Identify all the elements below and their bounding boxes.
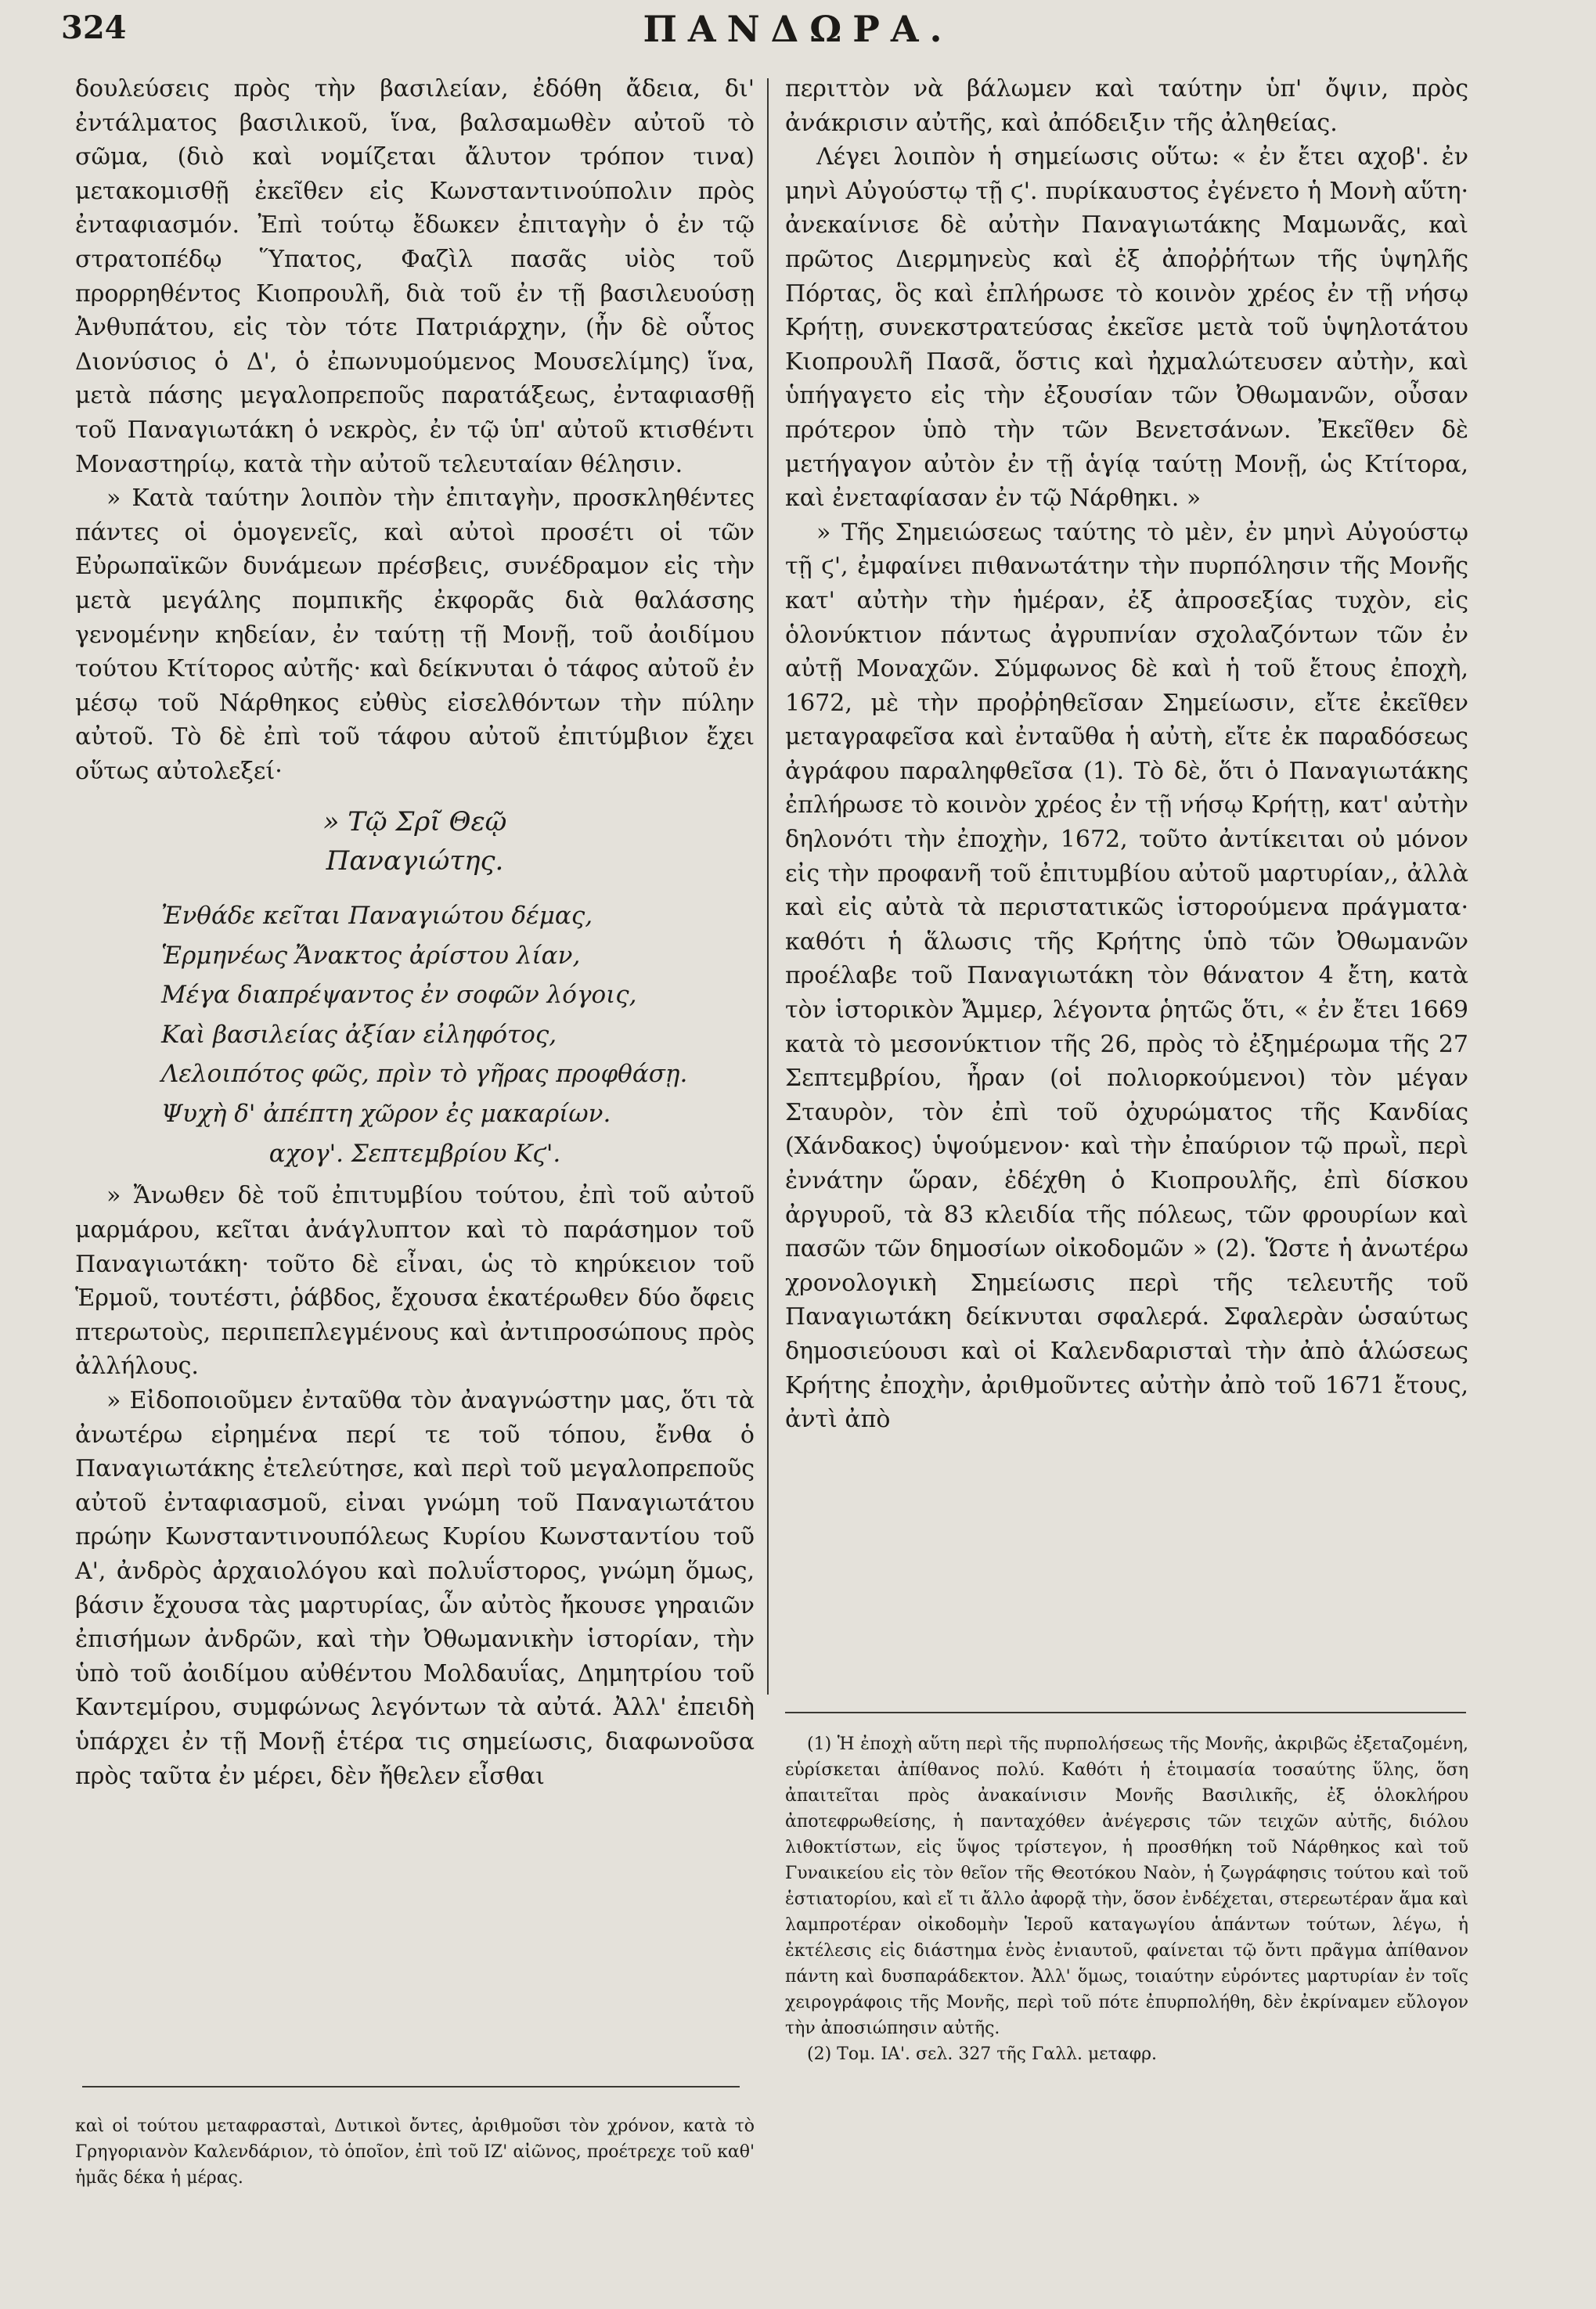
poem-line: Ἐνθάδε κεῖται Παναγιώτου δέμας, <box>161 902 593 931</box>
poem-line: Καὶ βασιλείας ἀξίαν εἰληφότος, <box>161 1020 557 1049</box>
footnote: καὶ οἱ τούτου μεταφρασταὶ, Δυτικοὶ ὄντες, ἀριθμοῦσι τὸν χρόνον, κατὰ τὸ Γρηγοριανὸν Καλενδάριον, τὸ ὁποῖον, ἐπὶ τοῦ ΙΖ' αἰῶνος, προέτρεχε τοῦ καθ' ἡμᾶς δέκα ἡ μέρας. <box>75 2116 755 2188</box>
footnotes-right <box>785 1731 1468 2067</box>
paragraph: περιττὸν νὰ βάλωμεν καὶ ταύτην ὑπ' ὄψιν, πρὸς ἀνάκρισιν αὐτῆς, καὶ ἀπόδειξιν τῆς ἀληθείας. <box>785 75 1468 137</box>
epitaph-name: Παναγιώτης. <box>326 845 504 877</box>
paragraph: δουλεύσεις πρὸς τὴν βασιλείαν, ἐδόθη ἄδεια, δι' ἐντάλματος βασιλικοῦ, ἵνα, βαλσαμωθὲν αὐτοῦ τὸ σῶμα, (διὸ καὶ νομίζεται ἄλυτον τρόπον τινα) μετακομισθῇ ἐκεῖθεν εἰς Κωνσταντινούπολιν πρὸς ἐνταφιασμόν. Ἐπὶ τούτῳ ἔδωκεν ἐπιταγὴν ὁ ἐν τῷ στρατοπέδῳ Ὕπατος, Φαζὶλ πασᾶς υἱὸς τοῦ προρρηθέντος Κιοπρουλῆ, διὰ τοῦ ἐν τῇ βασιλευούσῃ Ἀνθυπάτου, εἰς τὸν τότε Πατριάρχην, (ἦν δὲ οὗτος Διονύσιος ὁ Δ', ὁ ἐπωνυμούμενος Μουσελίμης) ἵνα, μετὰ πάσης μεγαλοπρεποῦς παρατάξεως, ἐνταφιασθῇ τοῦ Παναγιωτάκη ὁ νεκρὸς, ἐν τῷ ὑπ' αὐτοῦ κτισθέντι Μοναστηρίῳ, κατὰ τὴν αὐτοῦ τελευταίαν θέλησιν. <box>75 75 755 478</box>
poem-line: Λελοιπότος φῶς, πρὶν τὸ γῆρας προφθάσῃ. <box>161 1060 688 1089</box>
poem-line: Ψυχὴ δ' ἀπέπτη χῶρον ἐς μακαρίων. <box>161 1099 611 1128</box>
paragraph: » Ἄνωθεν δὲ τοῦ ἐπιτυμβίου τούτου, ἐπὶ τοῦ αὐτοῦ μαρμάρου, κεῖται ἀνάγλυπτον καὶ τὸ παράσημον τοῦ Παναγιωτάκη· τοῦτο δὲ εἶναι, ὡς τὸ κηρύκειον τοῦ Ἑρμοῦ, τουτέστι, ῥάβδος, ἔχουσα ἑκατέρωθεν δύο ὄφεις πτερωτοὺς, περιπεπλεγμένους καὶ ἀντιπροσώπους πρὸς ἀλλήλους. <box>75 1182 755 1381</box>
poem-line: Ἑρμηνέως Ἄνακτος ἀρίστου λίαν, <box>161 941 581 970</box>
poem-line: Μέγα διαπρέψαντος ἐν σοφῶν λόγοις, <box>161 981 637 1010</box>
page-number: 324 <box>61 9 127 46</box>
footnote-divider <box>785 1712 1466 1713</box>
paragraph: » Εἰδοποιοῦμεν ἐνταῦθα τὸν ἀναγνώστην μας, ὅτι τὰ ἀνωτέρω εἰρημένα περί τε τοῦ τόπου, ἔνθα ὁ Παναγιωτάκης ἐτελεύτησε, καὶ περὶ τοῦ μεγαλοπρεποῦς αὐτοῦ ἐνταφιασμοῦ, εἰναι γνώμη τοῦ Παναγιωτάτου πρώην Κωνσταντινουπόλεως Κυρίου Κωνσταντίου τοῦ Α', ἀνδρὸς ἀρχαιολόγου καὶ πολυΐστορος, γνώμη ὅμως, βάσιν ἔχουσα τὰς μαρτυρίας, ὧν αὐτὸς ἤκουσε γηραιῶν ἐπισήμων ἀνδρῶν, καὶ τὴν Ὀθωμανικὴν ἱστορίαν, τὴν ὑπὸ τοῦ ἀοιδίμου αὐθέντου Μολδαυΐας, Δημητρίου τοῦ Καντεμίρου, συμφώνως λεγόντων τὰ αὐτά. Ἀλλ' ἐπειδὴ ὑπάρχει ἐν τῇ Μονῇ ἑτέρα τις σημείωσις, διαφωνοῦσα πρὸς ταῦτα ἐν μέρει, δὲν ἤθελεν εἶσθαι <box>75 1387 755 1790</box>
footnotes-left <box>75 2113 755 2191</box>
right-column <box>785 72 1468 1437</box>
footnote: (2) Τομ. ΙΑ'. σελ. 327 τῆς Γαλλ. μεταφρ. <box>807 2044 1158 2064</box>
column-divider <box>767 78 769 1695</box>
paragraph: » Κατὰ ταύτην λοιπὸν τὴν ἐπιταγὴν, προσκληθέντες πάντες οἱ ὁμογενεῖς, καὶ αὐτοὶ προσέτι οἱ τῶν Εὐρωπαϊκῶν δυνάμεων πρέσβεις, συνέδραμον εἰς τὴν μετὰ μεγάλης πομπικῆς ἐκφορᾶς διὰ θαλάσσης γενομένην κηδείαν, ἐν ταύτῃ τῇ Μονῇ, τοῦ ἀοιδίμου τούτου Κτίτορος αὐτῆς· καὶ δείκνυται ὁ τάφος αὐτοῦ ἐν μέσῳ τοῦ Νάρθηκος εὐθὺς εἰσελθόντων τὴν πύλην αὐτοῦ. Τὸ δὲ ἐπὶ τοῦ τάφου αὐτοῦ ἐπιτύμβιον ἔχει οὕτως αὐτολεξεί· <box>75 484 755 785</box>
epitaph-dedication: » Τῷ Σρῖ Θεῷ <box>322 806 507 838</box>
footnote: (1) Ἡ ἐποχὴ αὕτη περὶ τῆς πυρπολήσεως τῆς Μονῆς, ἀκριβῶς ἐξεταζομένη, εὑρίσκεται ἀπίθανος πολύ. Καθότι ἡ ἑτοιμασία τοσαύτης ὕλης, ὅση ἀπαιτεῖται πρὸς ἀνακαίνισιν Μονῆς Βασιλικῆς, ἐξ ὁλοκλήρου ἀποτεφρωθείσης, ἡ πανταχόθεν ἀνέγερσις τῶν τειχῶν αὐτῆς, διόλου λιθοκτίστων, εἰς ὕψος τρίστεγον, ἡ προσθήκη τοῦ Νάρθηκος καὶ τοῦ Γυναικείου εἰς τὸν θεῖον τῆς Θεοτόκου Ναὸν, ἡ ζωγράφησις τούτου καὶ τοῦ ἑστιατορίου, καὶ εἴ τι ἄλλο ἀφορᾷ τὴν, ὅσον ἐνδέχεται, στερεωτέραν ἅμα καὶ λαμπροτέραν οἰκοδομὴν Ἱεροῦ καταγωγίου ἁπάντων τούτων, λέγω, ἡ ἐκτέλεσις εἰς διάστημα ἑνὸς ἐνιαυτοῦ, φαίνεται τῷ ὄντι πρᾶγμα ἀπίθανον πάντη καὶ δυσπαράδεκτον. Ἀλλ' ὅμως, τοιαύτην εὑρόντες μαρτυρίαν ἐν τοῖς χειρογράφοις τῆς Μονῆς, περὶ τοῦ πότε ἐπυρπολήθη, δὲν ἐκρίναμεν εὔλογον τὴν ἀποσιώπησιν αὐτῆς. <box>785 1734 1468 2038</box>
left-column <box>75 72 755 1793</box>
epitaph-poem <box>161 896 755 1133</box>
journal-title: ΠΑΝΔΩΡΑ. <box>643 8 953 50</box>
paragraph: » Τῆς Σημειώσεως ταύτης τὸ μὲν, ἐν μηνὶ Αὐγούστῳ τῇ ϛ', ἐμφαίνει πιθανωτάτην τὴν πυρπόλησιν τῆς Μονῆς κατ' αὐτὴν τὴν ἡμέραν, ἐξ ἀπροσεξίας τυχὸν, εἰς ὁλονύκτιον πάντως ἀγρυπνίαν σχολαζόντων τῶν ἐν αὐτῇ Μοναχῶν. Σύμφωνος δὲ καὶ ἡ τοῦ ἔτους ἐποχὴ, 1672, μὲ τὴν προῤῥηθεῖσαν Σημείωσιν, εἴτε ἐκεῖθεν μεταγραφεῖσα καὶ ἐνταῦθα ἡ αὐτὴ, εἴτε ἐκ παραδόσεως ἀγράφου παραληφθεῖσα (1). Τὸ δὲ, ὅτι ὁ Παναγιωτάκης ἐπλήρωσε τὸ κοινὸν χρέος ἐν τῇ νήσῳ Κρήτῃ, κατ' αὐτὴν δηλονότι τὴν ἐποχὴν, 1672, τοῦτο ἀντίκειται οὐ μόνον εἰς τὴν προφανῆ τοῦ ἐπιτυμβίου αὐτοῦ μαρτυρίαν,, ἀλλὰ καὶ εἰς αὐτὰ τὰ περιστατικῶς ἱστορούμενα πράγματα· καθότι ἡ ἅλωσις τῆς Κρήτης ὑπὸ τῶν Ὀθωμανῶν προέλαβε τοῦ Παναγιωτάκη τὸν θάνατον 4 ἔτη, κατὰ τὸν ἱστορικὸν Ἄμμερ, λέγοντα ῥητῶς ὅτι, « ἐν ἔτει 1669 κατὰ τὸ μεσονύκτιον τῆς 26, πρὸς τὸ ἐξημέρωμα τῆς 27 Σεπτεμβρίου, ἦραν (οἱ πολιορκούμενοι) τὸν μέγαν Σταυρὸν, τὸν ἐπὶ τοῦ ὀχυρώματος τῆς Κανδίας (Χάνδακος) ὑψούμενον· καὶ τὴν ἐπαύριον τῷ πρωῒ, περὶ ἐννάτην ὥραν, ἐδέχθη ὁ Κιοπρουλῆς, ἐπὶ δίσκου ἀργυροῦ, τὰ 83 κλειδία τῆς πόλεως, τῶν φρουρίων καὶ πασῶν τῶν δημοσίων οἰκοδομῶν » (2). Ὥστε ἡ ἀνωτέρω χρονολογικὴ Σημείωσις περὶ τῆς τελευτῆς τοῦ Παναγιωτάκη δείκνυται σφαλερά. Σφαλερὰν ὡσαύτως δημοσιεύουσι καὶ οἱ Καλενδαρισταὶ τὴν ἀπὸ ἁλώσεως Κρήτης ἐποχὴν, ἀριθμοῦντες αὐτὴν ἀπὸ τοῦ 1671 ἔτους, ἀντὶ ἀπὸ <box>785 518 1468 1434</box>
paragraph: Λέγει λοιπὸν ἡ σημείωσις οὕτω: « ἐν ἔτει αχοβ'. ἐν μηνὶ Αὐγούστῳ τῇ ϛ'. πυρίκαυστος ἐγένετο ἡ Μονὴ αὕτη· ἀνεκαίνισε δὲ αὐτὴν Παναγιωτάκης Μαμωνᾶς, καὶ πρῶτος Διερμηνεὺς καὶ ἐξ ἀποῤῥήτων τῆς ὑψηλῆς Πόρτας, ὃς καὶ ἐπλήρωσε τὸ κοινὸν χρέος ἐν τῇ νήσῳ Κρήτῃ, συνεκστρατεύσας ἐκεῖσε μετὰ τοῦ ὑψηλοτάτου Κιοπρουλῆ Πασᾶ, ὅστις καὶ ἠχμαλώτευσεν αὐτὴν, καὶ ὑπήγαγετο εἰς τὴν ἐξουσίαν τῶν Ὀθωμανῶν, οὖσαν πρότερον ὑπὸ τὴν τῶν Βενετσάνων. Ἐκεῖθεν δὲ μετήγαγον αὐτὸν ἐν τῇ ἁγίᾳ ταύτῃ Μονῇ, ὡς Κτίτορα, καὶ ἐνεταφίασαν ἐν τῷ Νάρθηκι. » <box>785 143 1468 513</box>
footnote-divider <box>82 2086 740 2087</box>
epitaph-date: αχογ'. Σεπτεμβρίου Κϛ'. <box>268 1140 561 1169</box>
